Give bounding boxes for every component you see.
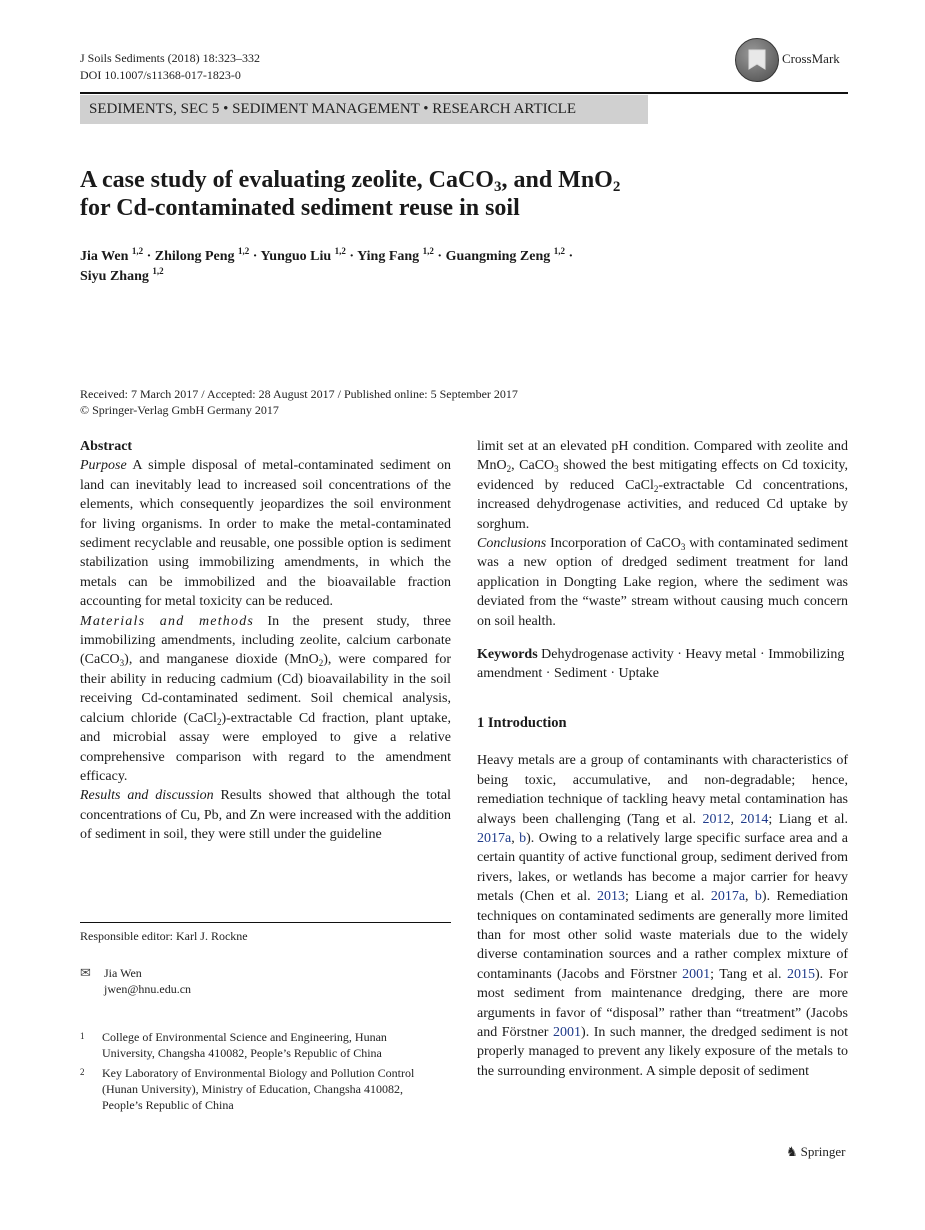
author-separator: · [143, 249, 155, 264]
author-affiliation: 1,2 [131, 246, 144, 256]
citation-link[interactable]: b [754, 889, 762, 905]
footnote-rule [80, 922, 451, 923]
methods-label: Materials and methods [80, 613, 255, 629]
author-affiliation: 1,2 [553, 246, 565, 256]
corresponding-author [104, 965, 191, 997]
citation-link[interactable]: b [519, 830, 527, 846]
abstract-heading: Abstract [80, 439, 133, 454]
author-name[interactable]: Zhilong Peng [154, 249, 235, 264]
affiliation-2: Key Laboratory of Environmental Biology and Pollution Control (Hunan University), Ministry of Education, Changsha 410082, People’s Republic of China [102, 1066, 415, 1112]
purpose-label: Purpose [80, 458, 127, 474]
citation-link[interactable]: 2015 [786, 966, 815, 982]
citation-link[interactable]: 2014 [740, 811, 769, 827]
envelope-icon: ✉ [80, 965, 91, 980]
contact-name: Jia Wen [104, 966, 142, 980]
affiliation-1: College of Environmental Science and Engineering, Hunan University, Changsha 410082, People’s Republic of China [102, 1030, 387, 1060]
right-column [477, 437, 848, 1081]
author-affiliation: 1,2 [422, 246, 434, 256]
crossmark-label: CrossMark [782, 51, 840, 66]
abstract-left-column [80, 437, 451, 845]
citation-link[interactable]: 2013 [597, 889, 626, 905]
publisher-name: Springer [800, 1144, 846, 1159]
contact-email[interactable]: jwen@hnu.edu.cn [104, 982, 192, 996]
author-name[interactable]: Guangming Zeng [445, 249, 551, 264]
copyright: © Springer-Verlag GmbH Germany 2017 [80, 403, 279, 417]
doi: DOI 10.1007/s11368-017-1823-0 [80, 68, 241, 82]
author-affiliation: 1,2 [334, 246, 346, 256]
publication-dates [80, 386, 518, 418]
author-name[interactable]: Ying Fang [357, 249, 420, 264]
author-name[interactable]: Yunguo Liu [260, 249, 332, 264]
abstract-methods: Materials and methods In the present study, three immobilizing amendments, including zeolite, calcium carbonate (CaCO$_3$), and manganese dioxide (MnO$_2$), were compared for their ability in reducing cadmium (Cd) bioavailability in the soil receiving Cd-contaminated sediment. Soil chemical analysis, calcium chloride (CaCl$_2$)-extractable Cd fraction, plant uptake, and microbial assay were employed to give a relative comprehensive comparison with regard to the amendment efficacy. [80, 613, 452, 784]
responsible-editor: Responsible editor: Karl J. Rockne [80, 929, 248, 943]
crossmark-icon [735, 38, 779, 82]
keywords: Keywords Dehydrogenase activity · Heavy metal · Immobilizing amendment · Sediment · Uptake [477, 647, 845, 682]
crossmark-badge[interactable] [735, 38, 850, 84]
results-label: Results and discussion [80, 788, 214, 804]
history-dates: Received: 7 March 2017 / Accepted: 28 August 2017 / Published online: 5 September 2017 [80, 387, 518, 401]
affiliation-number: 1 [80, 1031, 85, 1041]
journal-meta [80, 50, 260, 84]
author-name[interactable]: Jia Wen [80, 249, 129, 264]
abstract-results: Results and discussion Results showed that although the total concentrations of Cu, Pb, and Zn were increased with the addition of sediment in soil, they were still under the guideline [80, 788, 451, 843]
author-separator: · [433, 249, 446, 264]
section-band: SEDIMENTS, SEC 5 • SEDIMENT MANAGEMENT • RESEARCH ARTICLE [80, 95, 648, 124]
affiliation-number: 2 [80, 1067, 85, 1077]
citation-link[interactable]: 2017a [477, 830, 512, 846]
keywords-label: Keywords [477, 647, 538, 663]
abstract-purpose: Purpose A simple disposal of metal-contaminated sediment on land can inevitably lead to increased soil concentrations of the elements, which consequently jeopardizes the soil environment for living organisms. In order to make the metal-contaminated sediment recyclable and reusable, one possible option is sediment stabilization using immobilizing amendments, in which the metals can be immobilized and the bioavailable fraction accounting for metal toxicity can be reduced. [80, 458, 451, 610]
citation-link[interactable]: 2001 [553, 1024, 582, 1040]
author-separator: · [564, 249, 574, 264]
author-name[interactable]: Siyu Zhang [80, 269, 149, 284]
abstract-results-continued: limit set at an elevated pH condition. Compared with zeolite and MnO$_2$, CaCO$_3$ showed the best mitigating effects on Cd toxicity, evidenced by reduced CaCl$_2$-extractable Cd concentrations, increased dehydrogenase activities, and reduced Cd uptake by sorghum. [477, 439, 848, 532]
header-rule [80, 92, 848, 94]
abstract-conclusions: Conclusions Incorporation of CaCO$_3$ with contaminated sediment was a new option of dredged sediment treatment for land application in Dongting Lake region, where the sediment was deviated from the “waste” stream without causing much concern on soil health. [477, 536, 848, 629]
author-affiliation: 1,2 [152, 266, 164, 276]
author-separator: · [249, 249, 261, 264]
citation-link[interactable]: 2017a [710, 889, 746, 905]
author-separator: · [345, 249, 358, 264]
article-title: A case study of evaluating zeolite, CaCO$_3$, and MnO$_2$ for Cd-contaminated sediment reuse in soil [80, 167, 621, 221]
conclusions-label: Conclusions [477, 536, 547, 552]
springer-logo [786, 1144, 845, 1160]
author-affiliation: 1,2 [238, 246, 250, 256]
author-list [80, 247, 680, 287]
introduction-heading: 1 Introduction [477, 714, 567, 731]
citation-link[interactable]: 2012 [702, 811, 731, 827]
citation-link[interactable]: 2001 [682, 966, 711, 982]
journal-citation: J Soils Sediments (2018) 18:323–332 [80, 51, 261, 65]
springer-horse-icon: ♞ [786, 1144, 798, 1159]
introduction-paragraph: Heavy metals are a group of contaminants with characteristics of being toxic, accumulative, and non-degradable; hence, remediation technique of tackling heavy metal contamination has always been challenging (Tang et al. 2012, 2014; Liang et al. 2017a, b). Owing to a relatively large specific surface area and a certain quantity of active functional group, sediment derived from rivers, lakes, or wetlands has become a major carrier for heavy metals (Chen et al. 2013; Liang et al. 2017a, b). Remediation techniques on contaminated sediments are generally more limited than for most other solid waste materials due to the widely diverse contamination sources and a rather complex mixture of contaminants (Jacobs and Förstner 2001; Tang et al. 2015). For most sediment from maintenance dredging, there are more arguments in favor of “disposal” rather than “treatment” (Jacobs and Förstner 2001). In such manner, the dredged sediment is not properly managed to prevent any likely exposure of the metals to the surrounding environment. A simple deposit of sediment [477, 753, 849, 1079]
